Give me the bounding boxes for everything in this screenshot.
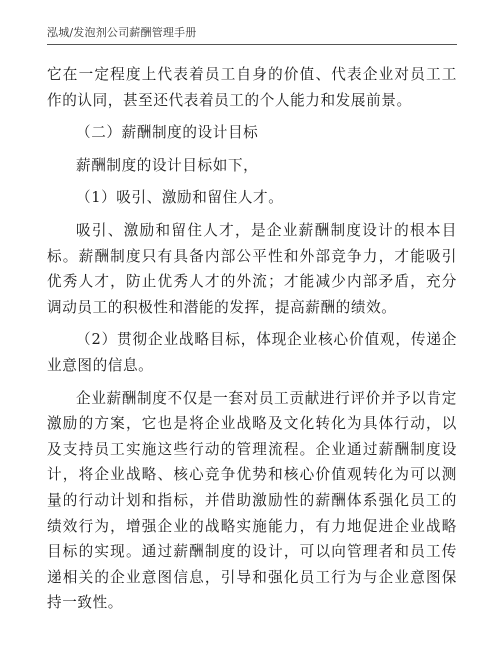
section-heading: （二）薪酬制度的设计目标 xyxy=(76,124,259,142)
paragraph-2: 企业薪酬制度不仅是一套对员工贡献进行评价并予以肯定激励的方案，它也是将企业战略及文化转化为具体行动，以及支持员工实施这些行动的管理流程。企业通过薪酬制度设计，将企业战略、核心竞争优势和核心价值观转化为可以测量的行动计划和指标，并借助激励性的薪酬体系强化员工的绩效行为，增强企业的战略实施能力，有力地促进企业战略目标的实现。通过薪酬制度的设计，可以向管理者和员工传递相关的企业意图信息，引导和强化员工行为与企业意图保持一致性。 xyxy=(47,389,457,612)
paragraph-1: 吸引、激励和留住人才，是企业薪酬制度设计的根本目标。薪酬制度只有具备内部公平性和外部竞争力，才能吸引优秀人才，防止优秀人才的外流；才能减少内部矛盾，充分调动员工的积极性和潜能的发挥，提高薪酬的绩效。 xyxy=(47,221,457,316)
running-header: 泓城/发泡剂公司薪酬管理手册 xyxy=(47,26,197,39)
subheading-1: （1）吸引、激励和留住人才。 xyxy=(76,189,284,207)
document-body xyxy=(47,62,457,616)
paragraph-intro: 薪酬制度的设计目标如下， xyxy=(76,156,259,174)
paragraph-continued: 它在一定程度上代表着员工自身的价值、代表企业对员工工作的认同，甚至还代表着员工的个人能力和发展前景。 xyxy=(47,66,457,109)
subheading-2: （2）贯彻企业战略目标，体现企业核心价值观，传递企业意图的信息。 xyxy=(47,331,457,374)
header-divider xyxy=(47,44,457,45)
